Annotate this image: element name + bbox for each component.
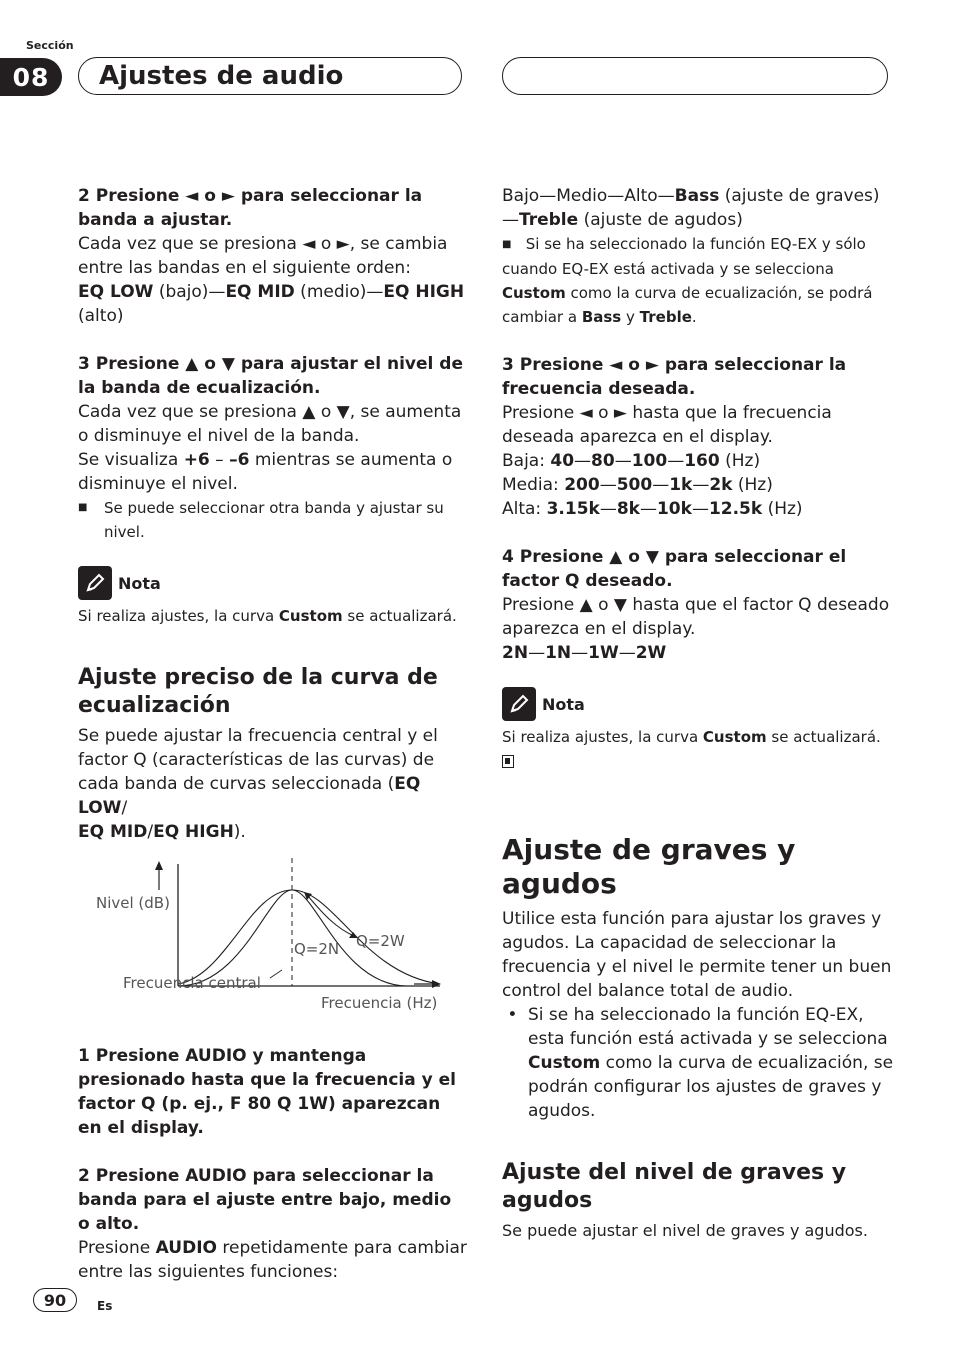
- nota-header: [78, 566, 468, 600]
- q-value: 2N: [502, 643, 529, 663]
- nota-bold: Custom: [702, 728, 767, 746]
- section-eq-fine-body: [78, 724, 468, 844]
- eqex-note: [502, 232, 894, 329]
- bullet-post: como la curva de ecualización, se podrán configurar los ajustes de graves y agudos.: [528, 1053, 894, 1121]
- step-2b-body: [78, 1236, 468, 1284]
- eqex-treble: Treble: [639, 308, 692, 326]
- band-low-desc: (bajo)—: [153, 282, 226, 302]
- step-2b-heading: 2 Presione AUDIO para seleccionar la banda para el ajuste entre bajo, medio o alto.: [78, 1166, 452, 1234]
- seq-pre: Bajo—Medio—Alto—: [502, 186, 675, 206]
- diagram-q2n: Q=2N: [294, 940, 340, 958]
- band-mid-desc: (medio)—: [294, 282, 384, 302]
- media-label: Media:: [502, 475, 565, 495]
- freq-sep: —: [599, 475, 617, 495]
- step-2b-post: repetidamente para cambiar entre las siguientes funciones:: [78, 1238, 467, 1282]
- diagram-xlabel: Frecuencia (Hz): [321, 994, 438, 1012]
- nota-post: se actualizará.: [766, 728, 881, 746]
- freq-value: 2k: [709, 475, 733, 495]
- subsection-heading-level: Ajuste del nivel de graves y agudos: [502, 1160, 847, 1213]
- end-of-section-icon: [502, 755, 514, 768]
- seq-dash: —: [502, 210, 519, 230]
- eq-fine-post: ).: [233, 822, 246, 842]
- freq-value: 100: [631, 451, 668, 471]
- nota-text: [78, 604, 468, 628]
- q-sep: —: [571, 643, 589, 663]
- page-title: [78, 57, 462, 95]
- level-min: –6: [229, 450, 250, 470]
- freq-value: 80: [591, 451, 615, 471]
- eqex-post: .: [691, 308, 697, 326]
- right-nota-text: [502, 725, 894, 773]
- freq-sep: —: [599, 499, 617, 519]
- bass-treble-bullet-text: [528, 1003, 894, 1123]
- level-sep: –: [209, 450, 230, 470]
- band-note-text: Se puede seleccionar otra banda y ajustar su nivel.: [104, 499, 444, 541]
- step-3-body: Cada vez que se presiona ▲ o ▼, se aumenta o disminuye el nivel de la banda.: [78, 402, 462, 446]
- bass-treble-bullet: [502, 1003, 894, 1123]
- right-nota-header: [502, 687, 894, 721]
- step-2b-bold: AUDIO: [155, 1238, 217, 1258]
- q-sep: —: [528, 643, 546, 663]
- freq-value: 10k: [656, 499, 692, 519]
- band-low: EQ LOW: [78, 282, 154, 302]
- level-pre: Se visualiza: [78, 450, 184, 470]
- language-code: Es: [97, 1299, 113, 1313]
- diagram-center-label: Frecuencia central: [123, 974, 261, 992]
- band-high: EQ HIGH: [383, 282, 465, 302]
- right-step-4-heading: 4 Presione ▲ o ▼ para seleccionar el factor Q deseado.: [502, 547, 847, 591]
- eq-fine-sep1: /: [121, 798, 128, 818]
- seq-treble-desc: (ajuste de agudos): [578, 210, 743, 230]
- freq-media: [502, 473, 894, 497]
- q-sep: —: [618, 643, 636, 663]
- freq-value: 500: [616, 475, 653, 495]
- nota-pre: Si realiza ajustes, la curva: [502, 728, 703, 746]
- right-step-3-heading: 3 Presione ◄ o ► para seleccionar la frecuencia deseada.: [502, 355, 847, 399]
- freq-value: 8k: [616, 499, 640, 519]
- level-post: mientras se aumenta o disminuye el nivel.: [78, 450, 453, 494]
- seq-bass: Bass: [674, 186, 720, 206]
- subsection-level-body: Se puede ajustar el nivel de graves y agudos.: [502, 1221, 868, 1240]
- bullet-pre: Si se ha seleccionado la función EQ-EX, esta función está activada y se selecciona: [528, 1005, 888, 1049]
- section-heading-bass-treble: Ajuste de graves y agudos: [502, 833, 796, 900]
- eq-fine-sep2: /: [147, 822, 154, 842]
- seq-treble: Treble: [519, 210, 579, 230]
- eqex-bass: Bass: [581, 308, 622, 326]
- pencil-note-icon: [502, 687, 536, 721]
- eq-fine-high: EQ HIGH: [153, 822, 234, 842]
- freq-sep: —: [639, 499, 657, 519]
- freq-baja: [502, 449, 894, 473]
- right-column: [502, 184, 894, 1243]
- square-bullet-icon: ■: [502, 239, 512, 250]
- nota-bold: Custom: [278, 607, 343, 625]
- step-2-heading: 2 Presione ◄ o ► para seleccionar la banda a ajustar.: [78, 186, 423, 230]
- freq-unit: (Hz): [732, 475, 773, 495]
- eqex-pre: Si se ha seleccionado la función EQ-EX y sólo cuando EQ-EX está activada y se selecciona: [502, 235, 866, 278]
- freq-unit: (Hz): [719, 451, 761, 471]
- bullet-bold: Custom: [528, 1053, 601, 1073]
- band-note: [78, 496, 468, 544]
- seq-bass-desc: (ajuste de graves): [719, 186, 880, 206]
- diagram-ylabel: Nivel (dB): [96, 894, 170, 912]
- header-blank-box: [502, 57, 888, 95]
- freq-sep: —: [691, 499, 709, 519]
- freq-sep: —: [692, 475, 710, 495]
- y-arrow-head: [155, 861, 163, 870]
- pencil-note-icon: [78, 566, 112, 600]
- bullet-dot-icon: •: [502, 1005, 518, 1025]
- level-range: [78, 448, 468, 496]
- bass-treble-body: Utilice esta función para ajustar los graves y agudos. La capacidad de seleccionar la frecuencia y el nivel le permite tener un buen control del balance total de audio.: [502, 909, 892, 1001]
- alta-label: Alta:: [502, 499, 547, 519]
- diagram-q2w: Q=2W: [356, 932, 405, 950]
- q-value: 1W: [588, 643, 619, 663]
- page-title-text: Ajustes de audio: [99, 61, 344, 91]
- freq-sep: —: [614, 451, 632, 471]
- eq-fine-pre: Se puede ajustar la frecuencia central y el factor Q (características de las curvas) de cada banda de curvas seleccionada (: [78, 726, 438, 794]
- right-step-3-body: Presione ◄ o ► hasta que la frecuencia deseada aparezca en el display.: [502, 403, 832, 447]
- band-high-desc: (alto): [78, 306, 124, 326]
- freq-sep: —: [652, 475, 670, 495]
- step-2-body: Cada vez que se presiona ◄ o ►, se cambia entre las bandas en el siguiente orden:: [78, 234, 448, 278]
- q-value: 1N: [545, 643, 572, 663]
- eqex-mid: como la curva de ecualización, se podrá cambiar a: [502, 284, 873, 326]
- nota-label: Nota: [542, 694, 585, 714]
- right-step-4-body: Presione ▲ o ▼ hasta que el factor Q deseado aparezca en el display.: [502, 595, 890, 639]
- level-max: +6: [183, 450, 210, 470]
- eqex-custom: Custom: [502, 284, 566, 302]
- step-1-heading: 1 Presione AUDIO y mantenga presionado hasta que la frecuencia y el factor Q (p. ej., F 80 Q 1W) aparezcan en el display.: [78, 1046, 456, 1138]
- freq-alta: [502, 497, 894, 521]
- freq-value: 1k: [669, 475, 693, 495]
- nota-pre: Si realiza ajustes, la curva: [78, 607, 279, 625]
- page-number: 90: [33, 1288, 77, 1312]
- freq-value: 40: [550, 451, 575, 471]
- function-sequence: [502, 184, 894, 232]
- nota-label: Nota: [118, 573, 161, 593]
- q-values: [502, 641, 894, 665]
- baja-label: Baja:: [502, 451, 551, 471]
- center-leader: [270, 970, 282, 978]
- q-value: 2W: [635, 643, 667, 663]
- freq-sep: —: [667, 451, 685, 471]
- band-mid: EQ MID: [225, 282, 295, 302]
- square-bullet-icon: ■: [78, 502, 88, 513]
- step-2b-pre: Presione: [78, 1238, 156, 1258]
- freq-value: 12.5k: [708, 499, 763, 519]
- freq-value: 3.15k: [546, 499, 600, 519]
- step-3-heading: 3 Presione ▲ o ▼ para ajustar el nivel de la banda de ecualización.: [78, 354, 463, 398]
- band-order: [78, 280, 468, 328]
- section-number-badge: 08: [0, 58, 62, 96]
- eq-curve-diagram: [78, 858, 468, 1028]
- eqex-and: y: [621, 308, 640, 326]
- freq-value: 200: [564, 475, 600, 495]
- freq-unit: (Hz): [762, 499, 803, 519]
- eq-fine-low: EQ LOW: [78, 774, 421, 818]
- freq-value: 160: [684, 451, 720, 471]
- eq-fine-mid: EQ MID: [78, 822, 148, 842]
- left-column: [78, 184, 468, 1284]
- q-change-arrow: [308, 896, 354, 936]
- nota-post: se actualizará.: [342, 607, 457, 625]
- freq-sep: —: [574, 451, 592, 471]
- section-heading-eq-fine: Ajuste preciso de la curva de ecualización: [78, 665, 438, 718]
- section-label: Sección: [26, 39, 74, 52]
